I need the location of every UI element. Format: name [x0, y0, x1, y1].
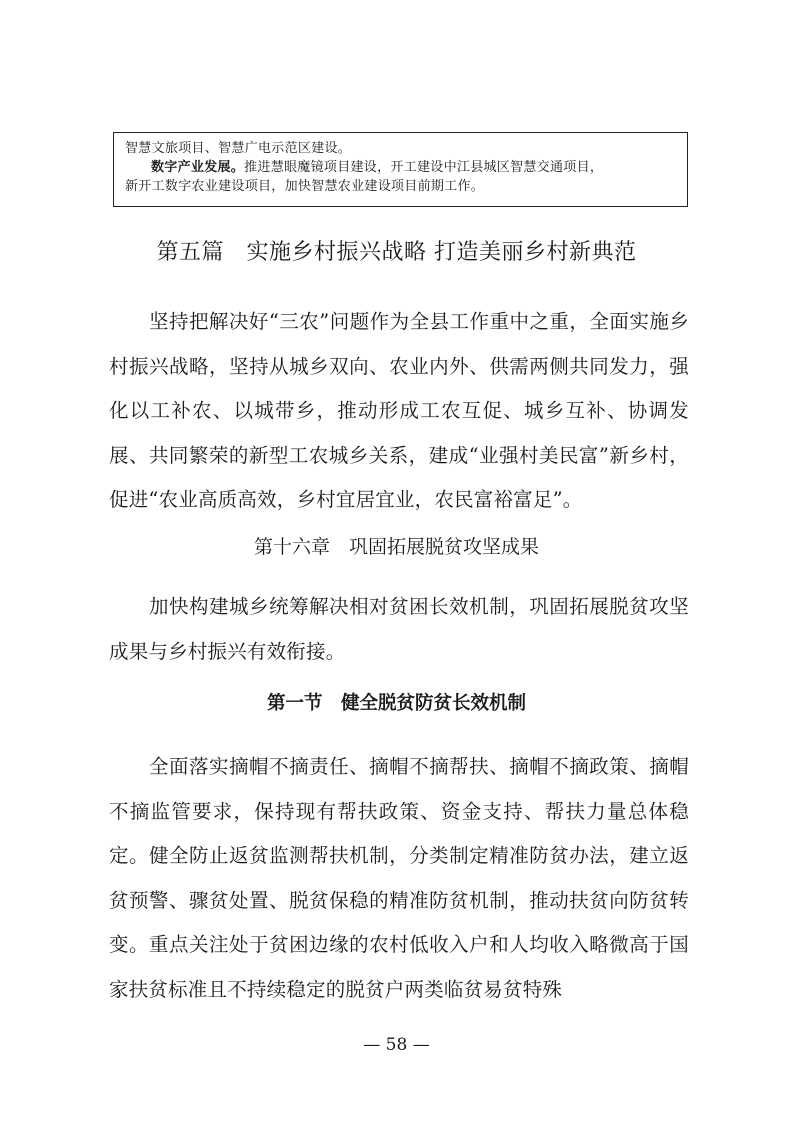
box-line-1: 智慧文旅项目、智慧广电示范区建设。	[125, 141, 352, 156]
page-number: — 58 —	[363, 1035, 430, 1055]
chapter-title: 第十六章 巩固拓展脱贫攻坚成果	[253, 536, 539, 558]
box-line-2-text: 推进慧眼魔镜项目建设，开工建设中江县城区智慧交通项目，	[244, 160, 604, 175]
section-paragraph: 全面落实摘帽不摘责任、摘帽不摘帮扶、摘帽不摘政策、摘帽不摘监管要求，保持现有帮扶政策、资金支持、帮扶力量总体稳定。健全防止返贫监测帮扶机制，分类制定精准防贫办法，建立返贫预警、骤贫处置、脱贫保稳的精准防贫机制，推动扶贫向防贫转变。重点关注处于贫困边缘的农村低收入户和人均收入略微高于国家扶贫标准且不持续稳定的脱贫户两类临贫易贫特殊	[109, 755, 689, 1001]
part-title: 第五篇 实施乡村振兴战略 打造美丽乡村新典范	[156, 240, 637, 265]
chapter-paragraph: 加快构建城乡统筹解决相对贫困长效机制，巩固拓展脱贫攻坚成果与乡村振兴有效衔接。	[109, 595, 689, 663]
intro-paragraph: 坚持把解决好“三农”问题作为全县工作重中之重，全面实施乡村振兴战略，坚持从城乡双向、农业内外、供需两侧共同发力，强化以工补农、以城带乡，推动形成工农互促、城乡互补、协调发展、共同繁荣的新型工农城乡关系，建成“业强村美民富”新乡村，促进“农业高质高效，乡村宜居宜业，农民富裕富足”。	[109, 310, 689, 511]
section-title: 第一节 健全脱贫防贫长效机制	[266, 693, 526, 714]
box-line-2-heading: 数字产业发展。	[151, 160, 245, 175]
box-line-2	[125, 158, 677, 177]
continued-text-box	[113, 132, 688, 207]
box-line-3: 新开工数字农业建设项目，加快智慧农业建设项目前期工作。	[125, 179, 485, 194]
